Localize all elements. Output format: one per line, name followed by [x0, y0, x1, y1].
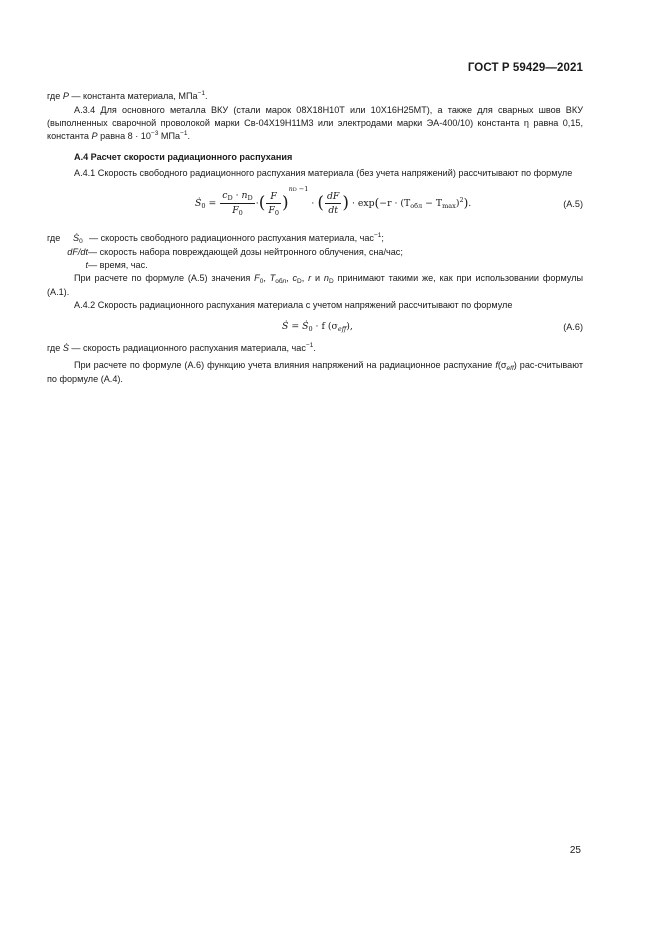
- exponent-nd-minus-1: nD −1: [288, 185, 309, 193]
- p-constant-definition: где P — константа материала, МПа$^{-1}$.: [47, 90, 208, 101]
- equation-number-a5: (А.5): [563, 199, 583, 209]
- page-content: [47, 90, 583, 386]
- paragraph-a6-note: При расчете по формуле (А.6) функцию учета влияния напряжений на радиационное распухание $f(\sigma_{eff})$ рас-считывают по формуле (А.4).: [47, 360, 584, 384]
- paragraph-a41: А.4.1 Скорость свободного радиационного распухания материала (без учета напряжений) рассчитывают по формуле: [74, 168, 573, 178]
- paragraph-a42: А.4.2 Скорость радиационного распухания материала с учетом напряжений рассчитывают по формуле: [74, 300, 513, 310]
- definition-df-dt: dF/dt — скорость набора повреждающей дозы нейтронного облучения, сна/час;: [67, 247, 403, 257]
- paragraph-a34: А.3.4 Для основного металла ВКУ (стали марок 08Х18Н10Т или 10Х16Н25МТ), а также для сварных швов ВКУ (выполненных сварочной проволокой марки Св-04Х19Н11М3 или электродами марки ЭА-400/10) константа η равна 0,15, константа P равна $8 \cdot 10^{-3}$ МПа$^{-1}$.: [47, 105, 583, 141]
- fraction-f-f0: $\frac{F}{F_0}$: [268, 190, 279, 217]
- document-code-header: ГОСТ Р 59429—2021: [467, 62, 583, 74]
- fraction-df-dt: $\frac{dF}{dt}$: [326, 191, 340, 216]
- definition-s0: где Ṡ$_0$ — скорость свободного радиационного распухания материала, час$^{-1}$;: [47, 232, 384, 245]
- section-heading-a4: А.4 Расчет скорости радиационного распухания: [74, 152, 293, 162]
- multiply-dot: ·: [255, 198, 259, 209]
- fraction-cd-nd-f0: $\frac{c_D \cdot n_D}{F_0}$: [222, 190, 253, 217]
- page-number: 25: [569, 845, 581, 856]
- equation-a6: Ṡ = Ṡ$_0$ · f $(\sigma_{eff})$,: [282, 321, 353, 333]
- equation-a5-row: [47, 186, 583, 226]
- equation-a6-row: [47, 318, 583, 336]
- definition-s-dot: где Ṡ — скорость радиационного распухания материала, час$^{-1}$.: [47, 342, 316, 353]
- definition-t: t — время, час.: [85, 260, 148, 270]
- equation-a5: Ṡ$_0$ = $\frac{c_D \cdot n_D}{F_0}$ ·( $\frac{F}{F_0}$ )$^{nD -1}$ · ( $\frac{dF}{dt}$ ) · $\exp(-r \cdot (T_{обл} - T_{max})^2)$.: [195, 185, 472, 217]
- equation-number-a6: (А.6): [563, 322, 583, 332]
- paragraph-a5-note: При расчете по формуле (А.5) значения $F_0$, $T_{обл}$, $c_D$, r и $n_D$ принимают такими же, как при использовании формулы (А.1).: [47, 273, 583, 297]
